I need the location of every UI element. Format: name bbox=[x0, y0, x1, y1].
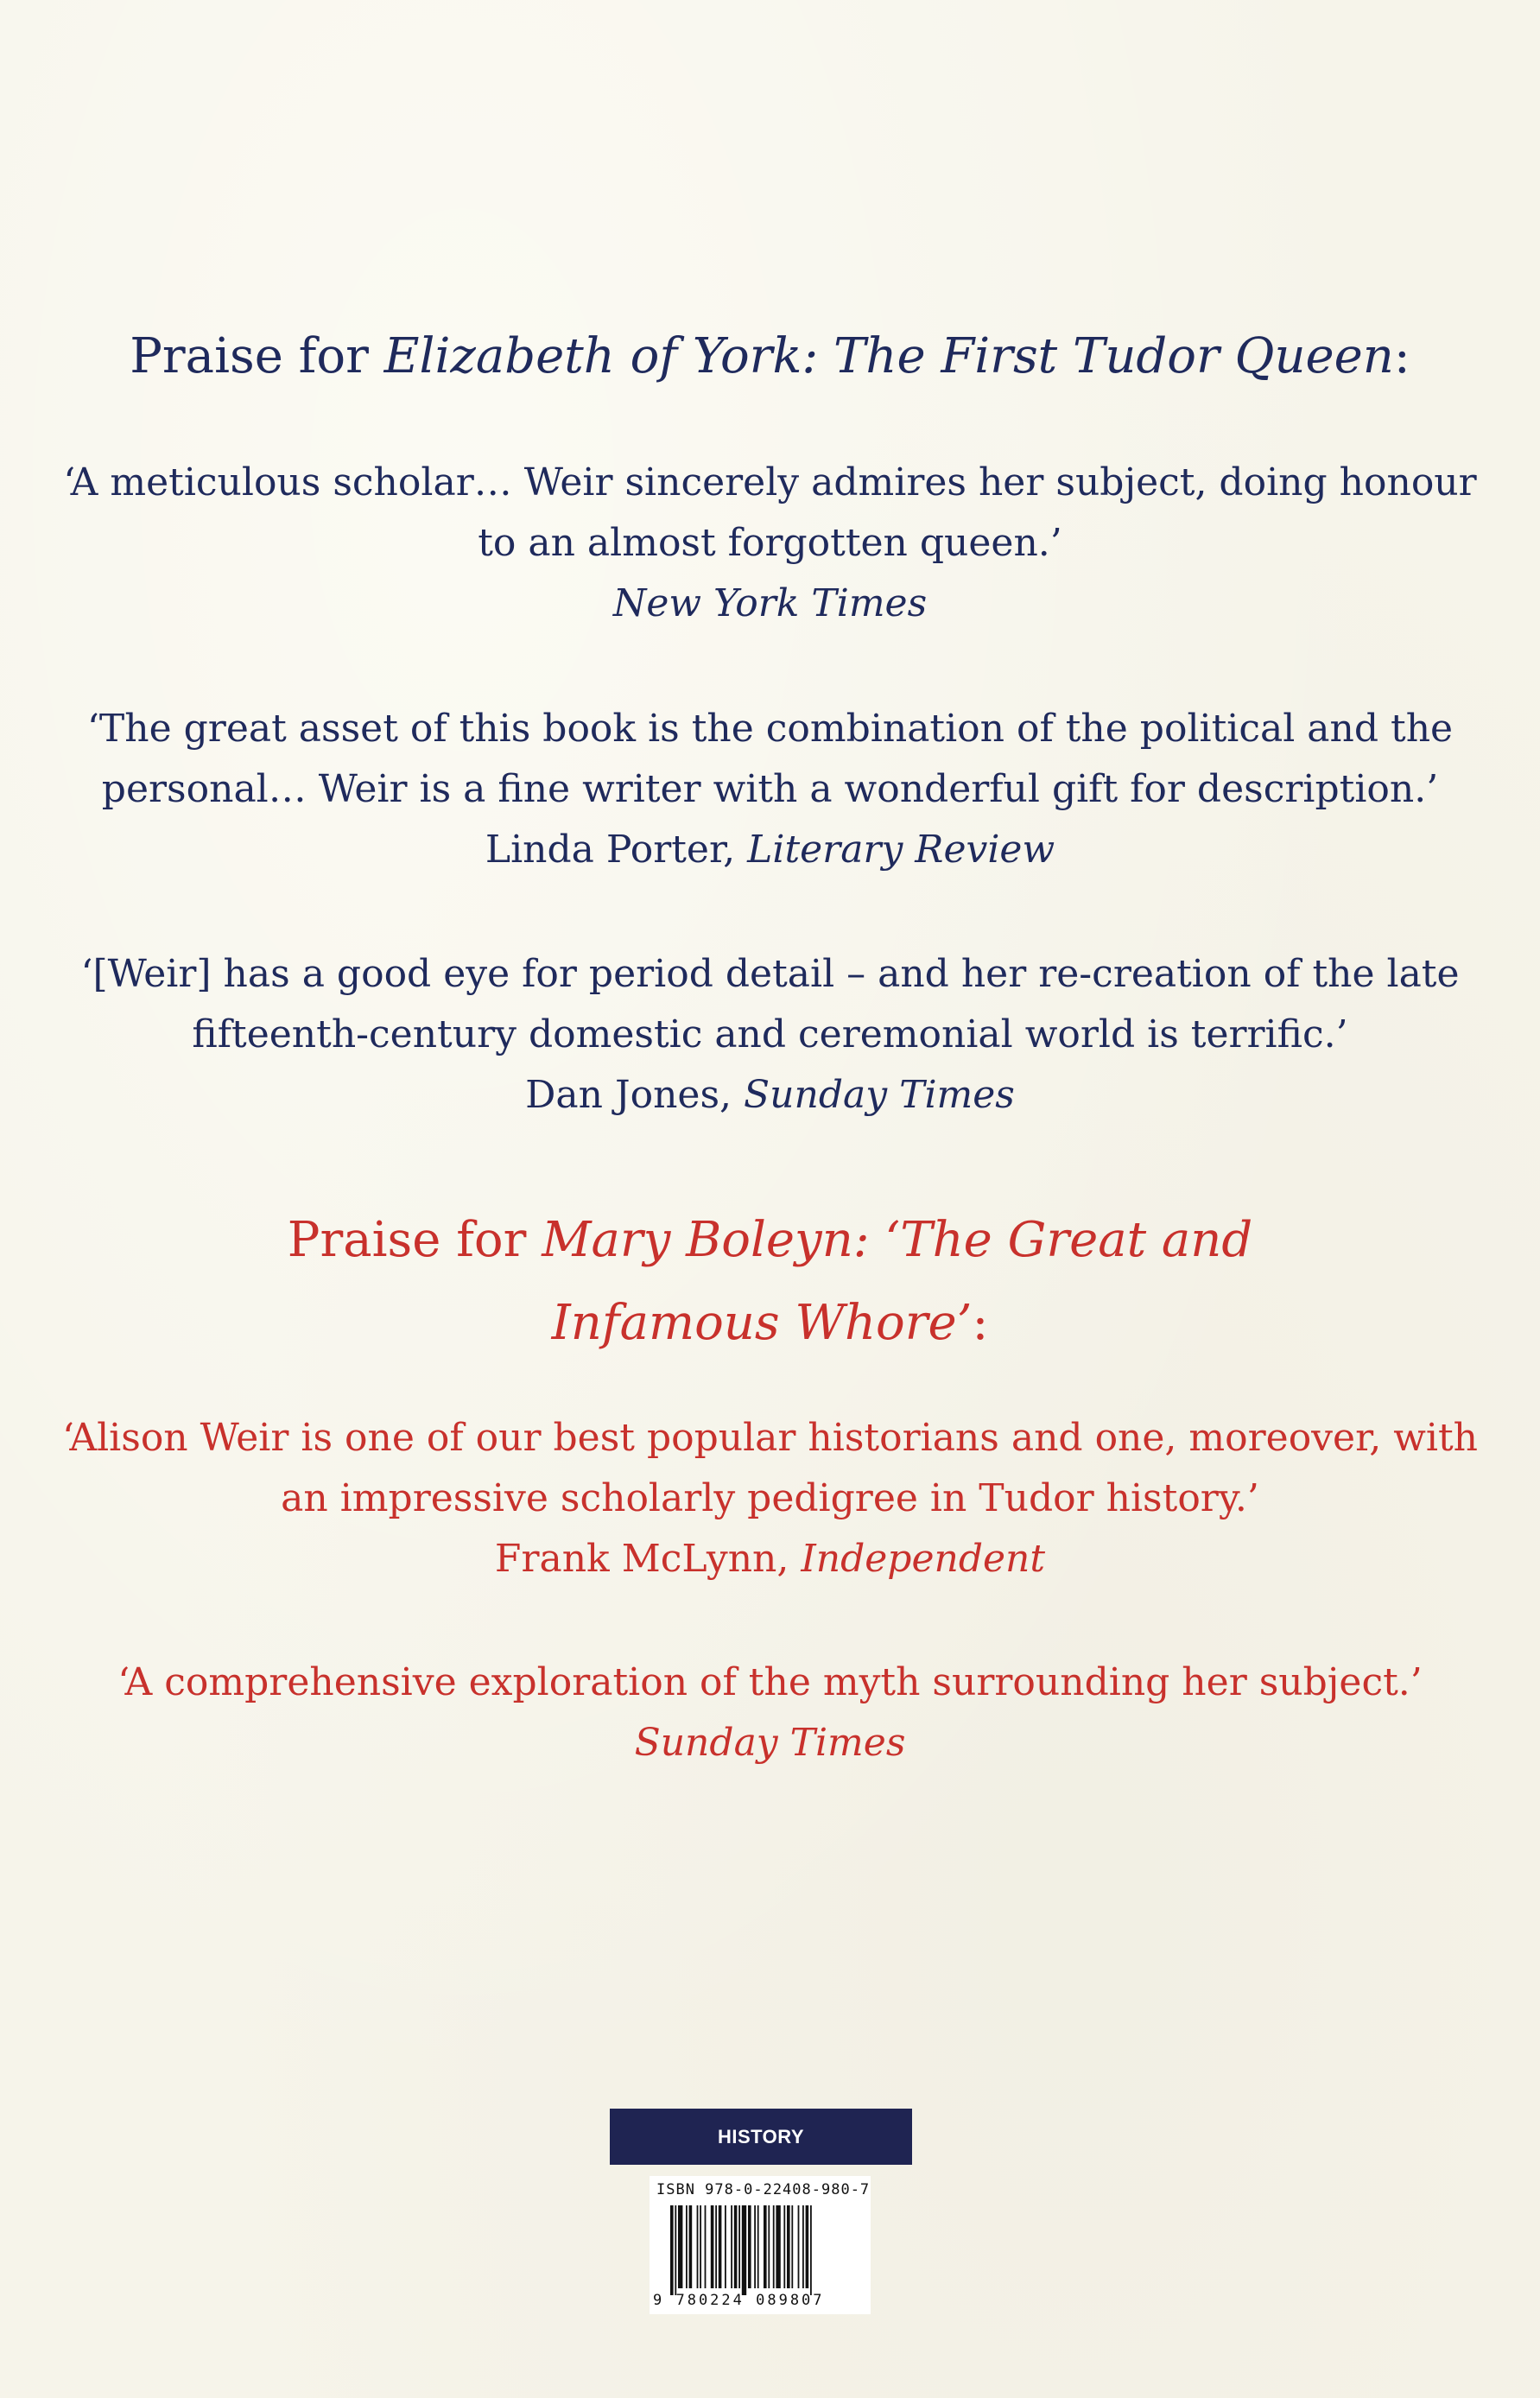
quote-line: an impressive scholarly pedigree in Tudor history.’ bbox=[281, 1476, 1259, 1520]
heading-prefix: Praise for bbox=[130, 328, 384, 384]
barcode-bar bbox=[757, 2205, 759, 2288]
review-quote-sunday-times bbox=[0, 944, 1540, 1126]
quote-source: Sunday Times bbox=[744, 1073, 1015, 1117]
review-quote-independent bbox=[0, 1408, 1540, 1589]
heading-prefix: Praise for bbox=[287, 1212, 542, 1268]
quote-source: New York Times bbox=[612, 581, 928, 625]
quote-author: Frank McLynn, bbox=[494, 1537, 802, 1581]
quote-attribution bbox=[0, 574, 1540, 634]
quote-line: to an almost forgotten queen.’ bbox=[478, 521, 1062, 565]
barcode-bar bbox=[678, 2205, 682, 2288]
review-quote-nyt bbox=[0, 453, 1540, 634]
quote-line: ‘[Weir] has a good eye for period detail – and her re-creation of the late bbox=[80, 952, 1460, 996]
quote-attribution bbox=[0, 820, 1540, 880]
barcode-bar bbox=[806, 2205, 809, 2288]
barcode-box bbox=[650, 2176, 871, 2314]
heading-suffix: : bbox=[1393, 328, 1410, 384]
barcode-bar bbox=[719, 2205, 722, 2288]
barcode-bar bbox=[711, 2205, 714, 2288]
heading-book-title-line2: Infamous Whore’ bbox=[551, 1295, 973, 1351]
barcode-bar bbox=[798, 2205, 800, 2288]
heading-book-title: Elizabeth of York: The First Tudor Queen bbox=[383, 328, 1394, 384]
isbn-text: ISBN 978-0-22408-980-7 bbox=[656, 2181, 871, 2198]
barcode-bar bbox=[675, 2205, 676, 2295]
barcode-number: 9 780224 089807 bbox=[653, 2292, 825, 2309]
barcode-bar bbox=[689, 2205, 693, 2288]
barcode-bar bbox=[742, 2205, 746, 2295]
quote-line: ‘The great asset of this book is the combination of the political and the bbox=[86, 707, 1454, 751]
barcode-bar bbox=[768, 2205, 770, 2288]
quote-attribution bbox=[0, 1529, 1540, 1589]
quote-line: ‘A comprehensive exploration of the myth surrounding her subject.’ bbox=[117, 1660, 1423, 1704]
barcode-bar bbox=[754, 2205, 756, 2288]
barcode-bar bbox=[787, 2205, 790, 2288]
barcode-bar bbox=[697, 2205, 699, 2288]
barcode-bar bbox=[670, 2205, 674, 2295]
barcode-bar bbox=[705, 2205, 707, 2288]
barcode-bar bbox=[700, 2205, 701, 2288]
quote-attribution bbox=[0, 1713, 1540, 1773]
heading-suffix: : bbox=[972, 1295, 989, 1351]
section-heading-mary-boleyn bbox=[0, 1199, 1540, 1365]
barcode-bar bbox=[791, 2205, 793, 2288]
quote-line: personal… Weir is a fine writer with a wonderful gift for description.’ bbox=[101, 767, 1439, 811]
barcode-bar bbox=[764, 2205, 767, 2288]
barcode-bar bbox=[686, 2205, 688, 2288]
barcode-bar bbox=[810, 2205, 812, 2295]
barcode-bar bbox=[776, 2205, 780, 2288]
review-quote-sunday-times-2 bbox=[0, 1653, 1540, 1773]
quote-source: Sunday Times bbox=[634, 1721, 906, 1765]
barcode-bar bbox=[725, 2205, 726, 2288]
category-label: HISTORY bbox=[610, 2109, 912, 2165]
barcode-bar bbox=[748, 2205, 751, 2288]
quote-author: Dan Jones, bbox=[525, 1073, 745, 1117]
barcode-bar bbox=[715, 2205, 717, 2288]
barcode-bar bbox=[738, 2205, 740, 2288]
barcode-bar bbox=[802, 2205, 804, 2288]
heading-book-title-line1: Mary Boleyn: ‘The Great and bbox=[542, 1212, 1253, 1268]
barcode-bar bbox=[734, 2205, 738, 2288]
quote-attribution bbox=[0, 1065, 1540, 1126]
barcode-bar bbox=[731, 2205, 732, 2288]
review-quote-literary-review bbox=[0, 699, 1540, 880]
barcode-bars bbox=[670, 2205, 860, 2295]
section-heading-elizabeth bbox=[0, 327, 1540, 387]
quote-line: ‘A meticulous scholar… Weir sincerely admires her subject, doing honour bbox=[63, 460, 1477, 504]
quote-source: Literary Review bbox=[747, 828, 1055, 872]
quote-line: fifteenth-century domestic and ceremonial world is terrific.’ bbox=[192, 1012, 1348, 1056]
quote-author: Linda Porter, bbox=[485, 828, 748, 872]
barcode-bar bbox=[773, 2205, 775, 2288]
barcode-bar bbox=[783, 2205, 785, 2288]
quote-line: ‘Alison Weir is one of our best popular historians and one, moreover, with bbox=[62, 1416, 1478, 1460]
quote-source: Independent bbox=[801, 1537, 1046, 1581]
